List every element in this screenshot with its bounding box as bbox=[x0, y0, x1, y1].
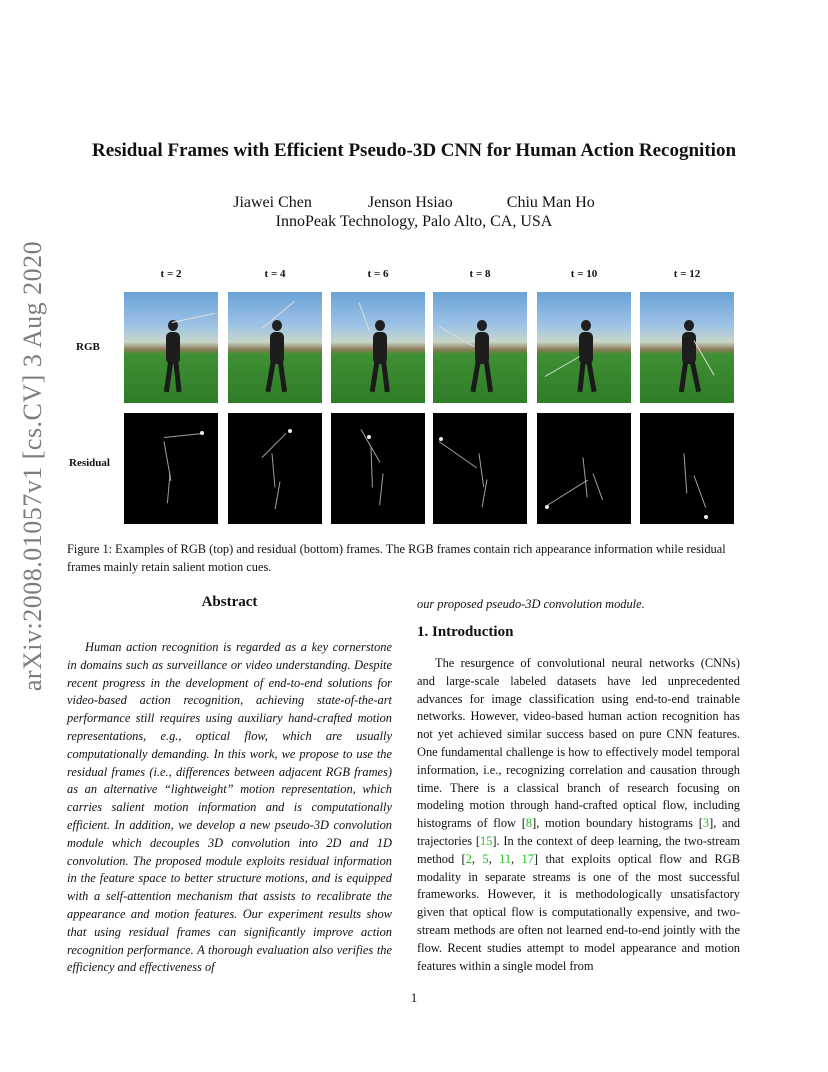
time-label: t = 4 bbox=[264, 268, 286, 280]
residual-frame bbox=[228, 413, 322, 524]
author-list bbox=[0, 194, 828, 212]
author-name: Chiu Man Ho bbox=[506, 194, 595, 211]
abstract-continued-text: our proposed pseudo-3D convolution module. bbox=[417, 597, 645, 611]
rgb-frame bbox=[640, 292, 734, 403]
citation-link[interactable]: 8 bbox=[525, 816, 533, 831]
intro-text: ], and trajectories [ bbox=[417, 816, 740, 848]
time-label: t = 2 bbox=[160, 268, 182, 280]
rgb-frame bbox=[433, 292, 527, 403]
author-name: Jenson Hsiao bbox=[367, 194, 453, 211]
citation-link[interactable]: 5 bbox=[482, 851, 489, 866]
abstract-continuation bbox=[417, 596, 742, 614]
residual-frame bbox=[537, 413, 631, 524]
rgb-frame bbox=[537, 292, 631, 403]
citation-link[interactable]: 11 bbox=[499, 851, 512, 866]
row-label-residual: Residual bbox=[69, 457, 110, 469]
intro-text: ]. In the context of deep learning, the two-stream method [ bbox=[417, 833, 741, 866]
citation-link[interactable]: 2 bbox=[465, 851, 472, 866]
intro-text: ] that exploits optical flow and RGB modality in separate streams is one of the most successful frameworks. However, it is methodologically unsatisfactory given that optical flow is computationally expensive, and two-stream methods are often not learned end-to-end jointly with the flow. Recent studies attempt to model appearance and motion features within a single model from bbox=[417, 851, 741, 973]
residual-frame bbox=[124, 413, 218, 524]
affiliation: InnoPeak Technology, Palo Alto, CA, USA bbox=[275, 213, 553, 230]
residual-frame bbox=[640, 413, 734, 524]
residual-frame bbox=[331, 413, 425, 524]
time-label: t = 8 bbox=[469, 268, 491, 280]
intro-text: , bbox=[511, 851, 522, 866]
intro-text: The resurgence of convolutional neural networks (CNNs) and large-scale labeled datasets have led unprecedented advances for image classification using end-to-end trainable networks. However, video-based human action recognition has not yet achieved similar success based on pure CNN features. One fundamental challenge is how to effectively model temporal information, i.e., recognizing correlation and causation through time. There is a classical branch of research focusing on modeling motion through hand-crafted optical flow, including histograms of flow [ bbox=[417, 656, 740, 831]
rgb-frame bbox=[124, 292, 218, 403]
rgb-frame bbox=[228, 292, 322, 403]
abstract-body bbox=[67, 639, 392, 977]
citation-link[interactable]: 15 bbox=[479, 833, 493, 848]
paper-title: Residual Frames with Efficient Pseudo-3D CNN for Human Action Recognition bbox=[91, 140, 737, 161]
introduction-heading: 1. Introduction bbox=[417, 624, 514, 640]
rgb-frame bbox=[331, 292, 425, 403]
time-label: t = 10 bbox=[570, 268, 598, 280]
introduction-paragraph bbox=[417, 655, 740, 975]
intro-text: ], motion boundary histograms [ bbox=[532, 816, 703, 831]
introduction-body bbox=[417, 655, 740, 975]
figure-caption: Figure 1: Examples of RGB (top) and residual (bottom) frames. The RGB frames contain rich appearance information while residual frames mainly retain salient motion cues. bbox=[67, 542, 726, 574]
abstract-text: Human action recognition is regarded as a key cornerstone in domains such as surveillance or video understanding. Despite recent progress in the development of end-to-end solutions for video-based action recognition, achieving state-of-the-art performance still requires using auxiliary hand-crafted motion representations, e.g., optical flow, which are usually computationally demanding. In this work, we propose to use the residual frames (i.e., differences between adjacent RGB frames) as an alternative “lightweight” motion representation, which carries salient motion information and is computationally efficient. In addition, we develop a new pseudo-3D convolution module which decouples 3D convolution into 2D and 1D convolution. The proposed module exploits residual information in the feature space to better structure motions, and is equipped with a self-attention mechanism that assists to recalibrate the appearance and motion features. Our experiment results show that using residual frames can significantly improve action recognition performance. A thorough evaluation also verifies the efficiency and effectiveness of bbox=[67, 640, 392, 975]
author-name: Jiawei Chen bbox=[233, 194, 312, 211]
citation-link[interactable]: 3 bbox=[702, 816, 710, 831]
intro-text: , bbox=[488, 851, 500, 866]
time-label: t = 6 bbox=[367, 268, 389, 280]
abstract-heading: Abstract bbox=[201, 594, 258, 610]
row-label-rgb: RGB bbox=[76, 341, 100, 353]
page-number: 1 bbox=[410, 990, 418, 1005]
arxiv-stamp: arXiv:2008.01057v1 [cs.CV] 3 Aug 2020 bbox=[18, 240, 47, 692]
citation-link[interactable]: 17 bbox=[521, 851, 534, 866]
intro-text: , bbox=[471, 851, 483, 866]
residual-frame bbox=[433, 413, 527, 524]
time-label: t = 12 bbox=[673, 268, 701, 280]
